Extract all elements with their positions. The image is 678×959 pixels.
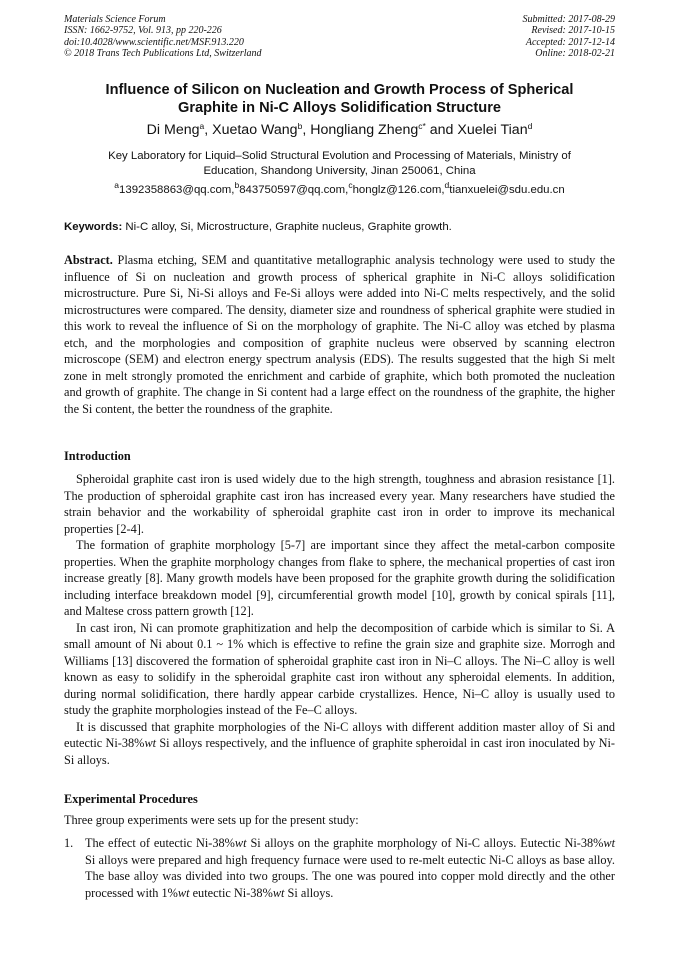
email-mark: a (114, 180, 120, 190)
text-run: Si alloys on the graphite morphology of Ni-C alloys. Eutectic Ni-38% (246, 836, 604, 850)
wt-unit: wt (603, 836, 616, 850)
journal-info (64, 14, 262, 60)
affiliation-line: Key Laboratory for Liquid–Solid Structural Evolution and Processing of Materials, Ministry of (108, 150, 571, 162)
paragraph (64, 719, 615, 769)
list-item (64, 835, 615, 901)
experimental-intro: Three group experiments were sets up for the present study: (64, 813, 359, 827)
publication-dates (523, 14, 616, 60)
paragraph: Spheroidal graphite cast iron is used widely due to the high strength, toughness and abrasion resistance [1]. The production of spheroidal graphite cast iron has increased every year. Many researchers have studied the strain behavior and the workability of spheroidal graphite cast iron in order to improve its mechanical properties [2-4]. (64, 472, 615, 536)
abstract-text: Plasma etching, SEM and quantitative metallographic analysis technology were used to study the influence of Si on nucleation and growth process of spherical graphite in Ni-C alloys solidification microstructure. Pure Si, Ni-Si alloys and Fe-Si alloys were added into Ni-C melts respectively, and the solid microstructures were compared. The density, diameter size and roundness of spherical graphite were studied in this work to reveal the influence of Si on the morphology of graphite. The Ni-C alloy was etched by plasma etch, and the morphologies and composition of graphite nucleus were observed by scanning electron microscope (SEM) and electron energy spectrum analysis (EDS). The results suggested that the high Si melt zone in melt strongly promoted the enrichment and carbide of graphite, which both promoted the nucleation and growth of graphite. The change in Si content had a large effect on the roundness of the graphite, the higher the Si content, the better the roundness of the graphite. (64, 253, 615, 416)
author-separator: , (204, 122, 213, 138)
affiliation-line: Education, Shandong University, Jinan 250061, China (203, 165, 476, 177)
copyright-line: © 2018 Trans Tech Publications Ltd, Switzerland (64, 48, 262, 60)
introduction-heading: Introduction (64, 449, 131, 463)
author-name: Xuetao Wang (212, 122, 298, 138)
email-mark: b (234, 180, 240, 190)
title-line: Influence of Silicon on Nucleation and Growth Process of Spherical (105, 82, 574, 98)
email-mark: d (444, 180, 450, 190)
keywords-label: Keywords: (64, 221, 123, 233)
email-address[interactable]: 843750597@qq.com, (239, 184, 349, 196)
email-address[interactable]: honglz@126.com, (352, 184, 445, 196)
wt-unit: wt (272, 885, 285, 900)
paragraph: In cast iron, Ni can promote graphitization and help the decomposition of carbide which is similar to Si. A small amount of Ni about 0.1 ~ 1% which is effective to refine the grain size and graphite size. Morrogh and Williams [13] discovered the formation of spheroidal graphite cast iron in Ni–C alloys. The Ni–C alloy is well known as easy to solidify in the spheroidal graphite cast iron without any spheroidal elements. In addition, during normal solidification, there hardly appear carbide crystallizes. Hence, Ni–C alloy is usually used to study the graphite morphologies instead of the Fe–C alloys. (64, 620, 615, 717)
text-run: Si alloys. (284, 885, 334, 900)
abstract-label: Abstract. (64, 253, 113, 267)
author-name: Hongliang Zheng (310, 122, 419, 138)
text-run: It is discussed that graphite morphologies of the Ni-C alloys with different addition master alloy of Si and eutectic Ni-38% (64, 719, 615, 750)
text-run: eutectic Ni-38% (189, 885, 273, 900)
wt-unit: wt (177, 885, 190, 900)
paper-title (64, 81, 615, 117)
author-emails (64, 180, 615, 196)
issn-line: ISSN: 1662-9752, Vol. 913, pp 220-226 (64, 25, 222, 37)
list-item-text (85, 835, 615, 901)
list-number: 1. (64, 836, 74, 850)
online-date: Online: 2018-02-21 (535, 48, 615, 60)
author-affil-mark: d (527, 121, 533, 131)
text-run: Si alloys were prepared and high frequency furnace were used to re-melt eutectic Ni-C alloys as base alloy. The base alloy was divided into two groups. The one was poured into copper mold directly and the other processed with 1% (85, 852, 615, 900)
text-run: Si alloys respectively, and the influence of graphite spheroidal in cast iron inoculated by Ni-Si alloys. (64, 736, 615, 767)
doi-line[interactable]: doi:10.4028/www.scientific.net/MSF.913.220 (64, 36, 244, 48)
author-affil-mark: c* (418, 121, 426, 131)
revised-date: Revised: 2017-10-15 (531, 25, 615, 37)
journal-name: Materials Science Forum (64, 14, 166, 25)
author-name: Di Meng (146, 122, 200, 138)
text-run: The effect of eutectic Ni-38% (85, 836, 235, 850)
wt-unit: wt (234, 836, 247, 850)
email-mark: c (348, 180, 353, 190)
accepted-date: Accepted: 2017-12-14 (525, 36, 615, 48)
introduction-body (64, 471, 615, 768)
keywords (64, 221, 615, 233)
title-line: Graphite in Ni-C Alloys Solidification Structure (178, 100, 501, 116)
author-affil-mark: a (199, 121, 205, 131)
abstract (64, 252, 615, 417)
author-name: Xuelei Tian (457, 122, 528, 138)
author-list (64, 122, 615, 138)
keywords-text: Ni-C alloy, Si, Microstructure, Graphite nucleus, Graphite growth. (122, 221, 452, 233)
wt-unit: wt (144, 736, 157, 750)
author-affil-mark: b (297, 121, 303, 131)
experimental-heading: Experimental Procedures (64, 792, 198, 806)
paragraph: The formation of graphite morphology [5-7] are important since they affect the metal-carbon composite properties. When the graphite morphology changes from flake to sphere, the mechanical properties of cast iron increase greatly [8]. Many growth models have been proposed for the graphite growth during the solidification including interface breakdown model [9], circumferential growth model [10], growth by conical spirals [11], and Maltese cross pattern growth [12]. (64, 538, 615, 618)
affiliation (64, 149, 615, 179)
author-separator: , (302, 122, 311, 138)
submitted-date: Submitted: 2017-08-29 (522, 14, 615, 25)
author-separator: and (425, 122, 458, 138)
email-address[interactable]: 1392358863@qq.com, (119, 184, 235, 196)
email-address[interactable]: tianxuelei@sdu.edu.cn (449, 184, 565, 196)
